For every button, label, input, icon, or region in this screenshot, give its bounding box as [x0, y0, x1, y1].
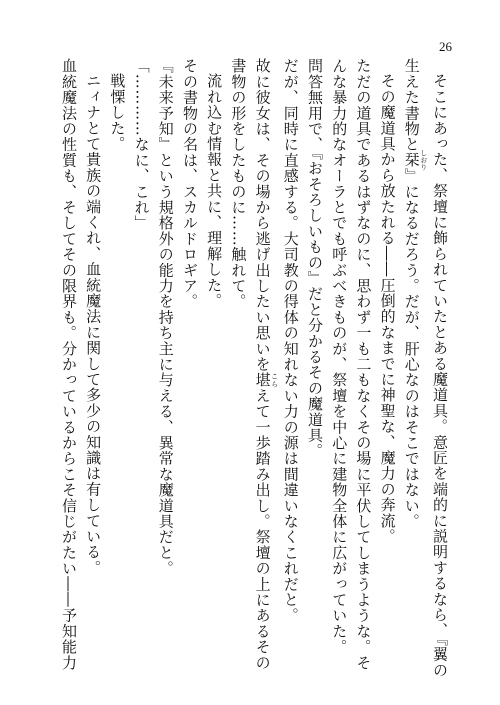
text-segment: 故に彼女は、その場から逃げ出したい思いを	[253, 58, 272, 372]
text-line	[400, 58, 428, 668]
ruby-base: 堪	[253, 372, 272, 388]
text-line: そこにあった、祭壇に飾られていたとある魔道具。意匠を端的に説明するなら、『翼の	[431, 73, 449, 678]
vertical-text-body	[57, 58, 452, 678]
ruby-word	[402, 149, 428, 171]
text-segment: 』になるだろう。だが、肝心なのはそこではない。	[402, 167, 421, 530]
text-line: 『未来予知』という規格外の能力を持ち主に与える、異常な魔道具だと。	[156, 58, 175, 577]
text-line: 書物の形をしたものに……触れて。	[229, 58, 248, 310]
text-line: ニィナとて貴族の端くれ、血統魔法に関して多少の知識は有している。	[84, 73, 103, 576]
ruby-reading: こら	[270, 372, 279, 388]
ruby-base: 栞	[402, 149, 421, 171]
text-line: だが、同時に直感する。大司教の得体の知れない力の源は間違いなくこれだと。	[281, 58, 300, 624]
dialogue-line: 「…………なに、これ」	[132, 58, 151, 231]
ruby-word	[253, 372, 279, 388]
text-segment: えて一歩踏み出し。祭壇の上にあるその	[253, 387, 272, 671]
text-line: ただの道具であるはずなのに、思わず一も二もなくその場に平伏してしまうような。そ	[354, 58, 373, 671]
text-line: んな暴力的なオーラとでも呼ぶべきものが、祭壇を中心に建物全体に広がっていた。	[330, 58, 349, 655]
text-line: その魔道具から放たれる――圧倒的なまでに神聖な、魔力の奔流。	[378, 73, 397, 544]
ruby-reading: しおり	[419, 149, 428, 171]
page-number: 26	[439, 39, 452, 54]
text-line: 問答無用で、『おそろしいもの』だと分かるその魔道具。	[305, 58, 324, 459]
text-line: 戦慄した。	[108, 73, 127, 152]
text-segment: 生えた書物と	[402, 58, 421, 153]
text-line: その書物の名は、スカルドロギア。	[180, 58, 199, 310]
text-line: 血統魔法の性質も、そしてその限界も。分かっているからこそ信じがたい――予知能力	[59, 58, 78, 671]
text-line: 流れ込む情報と共に、理解した。	[205, 73, 224, 309]
text-line	[250, 58, 279, 671]
